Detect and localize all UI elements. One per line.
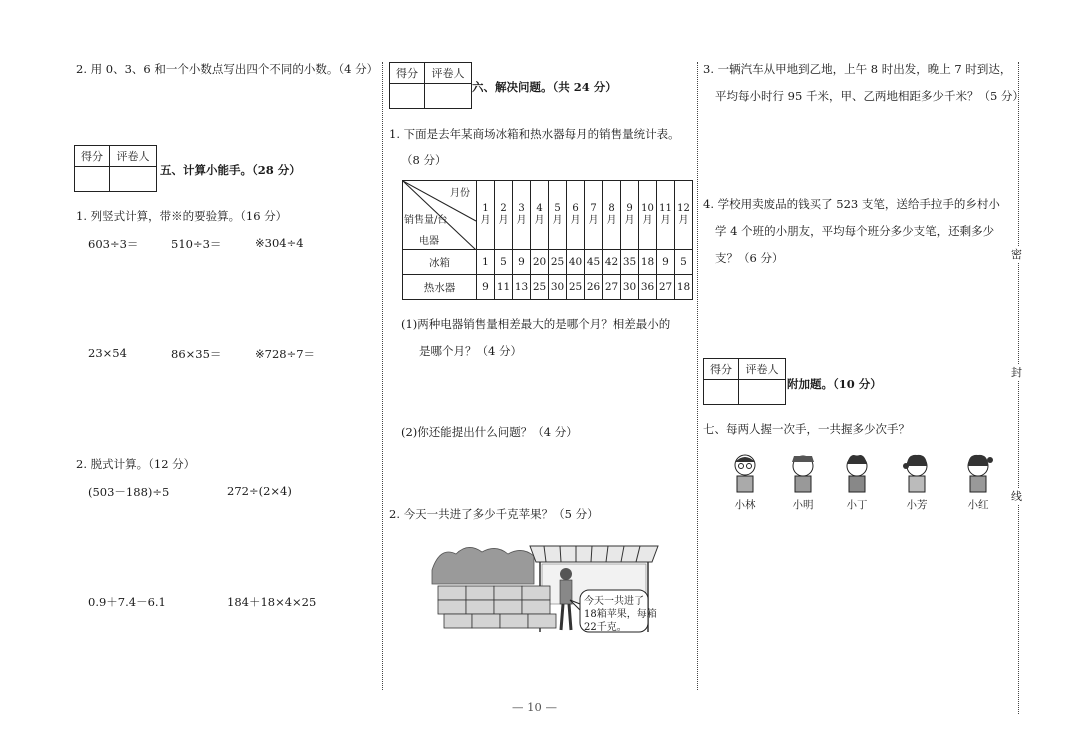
question-apples: 2. 今天一共进了多少千克苹果？（5 分） bbox=[389, 507, 599, 521]
table-cell: 25 bbox=[567, 275, 585, 300]
calc-item: 272÷(2×4) bbox=[227, 484, 292, 498]
table-cell: 9 bbox=[513, 250, 531, 275]
speech-bubble-line: 22千克。 bbox=[584, 622, 627, 633]
table-cell: 9 bbox=[657, 250, 675, 275]
question-stepwise: 2. 脱式计算。（12 分） bbox=[76, 457, 196, 471]
question-vertical-calc: 1. 列竖式计算，带※的要验算。（16 分） bbox=[76, 209, 288, 223]
kid-name: 小丁 bbox=[846, 499, 868, 511]
calc-item: 86×35＝ bbox=[171, 347, 222, 361]
calc-item: 23×54 bbox=[88, 346, 127, 360]
table-cell: 18 bbox=[675, 275, 693, 300]
table-cell: 18 bbox=[639, 250, 657, 275]
kid-figure bbox=[902, 452, 932, 497]
table-cell: 35 bbox=[621, 250, 639, 275]
table-cell: 25 bbox=[531, 275, 549, 300]
table-cell: 1 bbox=[477, 250, 495, 275]
kid-name: 小明 bbox=[792, 499, 814, 511]
subquestion-1: (1)两种电器销售量相差最大的是哪个月？相差最小的 bbox=[401, 317, 671, 331]
bonus-title: 附加题。（10 分） bbox=[787, 377, 882, 391]
month-header: 5 月 bbox=[549, 181, 567, 250]
table-header-diagonal bbox=[403, 181, 477, 250]
kid-name: 小红 bbox=[967, 499, 989, 511]
question-car-distance-cont: 平均每小时行 95 千米，甲、乙两地相距多少千米？（5 分） bbox=[715, 89, 1024, 103]
score-cell[interactable] bbox=[704, 380, 739, 405]
month-header: 12 月 bbox=[675, 181, 693, 250]
month-header: 3 月 bbox=[513, 181, 531, 250]
subquestion-1-cont: 是哪个月？（4 分） bbox=[419, 344, 522, 358]
calc-item: 184＋18×4×25 bbox=[227, 595, 317, 609]
score-label: 得分 bbox=[390, 63, 425, 84]
table-cell: 5 bbox=[675, 250, 693, 275]
table-cell: 25 bbox=[549, 250, 567, 275]
question-pens: 4. 学校用卖废品的钱买了 523 支笔，送给手拉手的乡村小 bbox=[703, 197, 1000, 211]
sales-table bbox=[402, 180, 693, 300]
month-header: 8 月 bbox=[603, 181, 621, 250]
seal-char: 线 bbox=[1011, 490, 1022, 503]
question-pens-cont: 学 4 个班的小朋友，平均每个班分多少支笔，还剩多少 bbox=[715, 224, 995, 238]
calc-item: 510÷3＝ bbox=[171, 237, 222, 251]
row-label-water-heater: 热水器 bbox=[403, 275, 477, 300]
question-points: （8 分） bbox=[401, 153, 447, 167]
score-label: 得分 bbox=[75, 146, 110, 167]
kid-figure bbox=[842, 452, 872, 497]
question-decimals: 2. 用 0、3、6 和一个小数点写出四个不同的小数。（4 分） bbox=[76, 62, 379, 76]
kid-figure bbox=[730, 452, 760, 497]
table-cell: 9 bbox=[477, 275, 495, 300]
month-header: 2 月 bbox=[495, 181, 513, 250]
kid-name: 小芳 bbox=[906, 499, 928, 511]
table-cell: 45 bbox=[585, 250, 603, 275]
table-cell: 5 bbox=[495, 250, 513, 275]
calc-item: ※304÷4 bbox=[255, 236, 304, 250]
calc-item: 603÷3＝ bbox=[88, 237, 139, 251]
speech-bubble-line: 今天一共进了 bbox=[584, 596, 644, 607]
table-cell: 42 bbox=[603, 250, 621, 275]
seal-char: 封 bbox=[1011, 366, 1022, 379]
row-label-fridge: 冰箱 bbox=[403, 250, 477, 275]
score-box bbox=[74, 145, 157, 192]
column-divider-left bbox=[382, 62, 383, 690]
seal-char: 密 bbox=[1011, 248, 1022, 261]
header-sales: 销售量/台 bbox=[404, 215, 448, 226]
month-header: 10 月 bbox=[639, 181, 657, 250]
apple-stand-illustration bbox=[430, 540, 660, 636]
grader-label: 评卷人 bbox=[425, 63, 472, 84]
month-header: 9 月 bbox=[621, 181, 639, 250]
subquestion-2: (2)你还能提出什么问题？（4 分） bbox=[401, 425, 578, 439]
grader-cell[interactable] bbox=[425, 84, 472, 109]
table-cell: 36 bbox=[639, 275, 657, 300]
page-number: — 10 — bbox=[512, 700, 557, 714]
kid-figure bbox=[963, 452, 995, 497]
month-header: 6 月 bbox=[567, 181, 585, 250]
table-cell: 13 bbox=[513, 275, 531, 300]
calc-item: 0.9＋7.4－6.1 bbox=[88, 595, 166, 609]
table-cell: 20 bbox=[531, 250, 549, 275]
speech-bubble-line: 18箱苹果，每箱 bbox=[584, 609, 657, 620]
header-appliance: 电器 bbox=[419, 236, 439, 247]
score-box bbox=[389, 62, 472, 109]
score-cell[interactable] bbox=[75, 167, 110, 192]
score-label: 得分 bbox=[704, 359, 739, 380]
grader-cell[interactable] bbox=[739, 380, 786, 405]
question-handshakes: 七、每两人握一次手，一共握多少次手？ bbox=[703, 422, 910, 436]
kid-figure bbox=[788, 452, 818, 497]
header-month: 月份 bbox=[450, 188, 470, 199]
table-cell: 27 bbox=[657, 275, 675, 300]
table-cell: 30 bbox=[621, 275, 639, 300]
table-cell: 40 bbox=[567, 250, 585, 275]
table-cell: 26 bbox=[585, 275, 603, 300]
grader-cell[interactable] bbox=[110, 167, 157, 192]
month-header: 7 月 bbox=[585, 181, 603, 250]
calc-item: (503－188)÷5 bbox=[88, 485, 170, 499]
month-header: 1 月 bbox=[477, 181, 495, 250]
calc-item: ※728÷7＝ bbox=[255, 347, 316, 361]
grader-label: 评卷人 bbox=[739, 359, 786, 380]
table-cell: 27 bbox=[603, 275, 621, 300]
section-title: 五、计算小能手。（28 分） bbox=[160, 163, 301, 177]
table-cell: 30 bbox=[549, 275, 567, 300]
month-header: 4 月 bbox=[531, 181, 549, 250]
column-divider-right bbox=[697, 62, 698, 690]
table-cell: 11 bbox=[495, 275, 513, 300]
score-cell[interactable] bbox=[390, 84, 425, 109]
question-sales-table: 1. 下面是去年某商场冰箱和热水器每月的销售量统计表。 bbox=[389, 127, 680, 141]
kid-name: 小林 bbox=[734, 499, 756, 511]
month-header: 11 月 bbox=[657, 181, 675, 250]
seal-line bbox=[1018, 62, 1019, 714]
score-box bbox=[703, 358, 786, 405]
question-pens-cont: 支？（6 分） bbox=[715, 251, 784, 265]
grader-label: 评卷人 bbox=[110, 146, 157, 167]
section-title: 六、解决问题。（共 24 分） bbox=[472, 80, 617, 94]
question-car-distance: 3. 一辆汽车从甲地到乙地，上午 8 时出发，晚上 7 时到达， bbox=[703, 62, 1012, 76]
